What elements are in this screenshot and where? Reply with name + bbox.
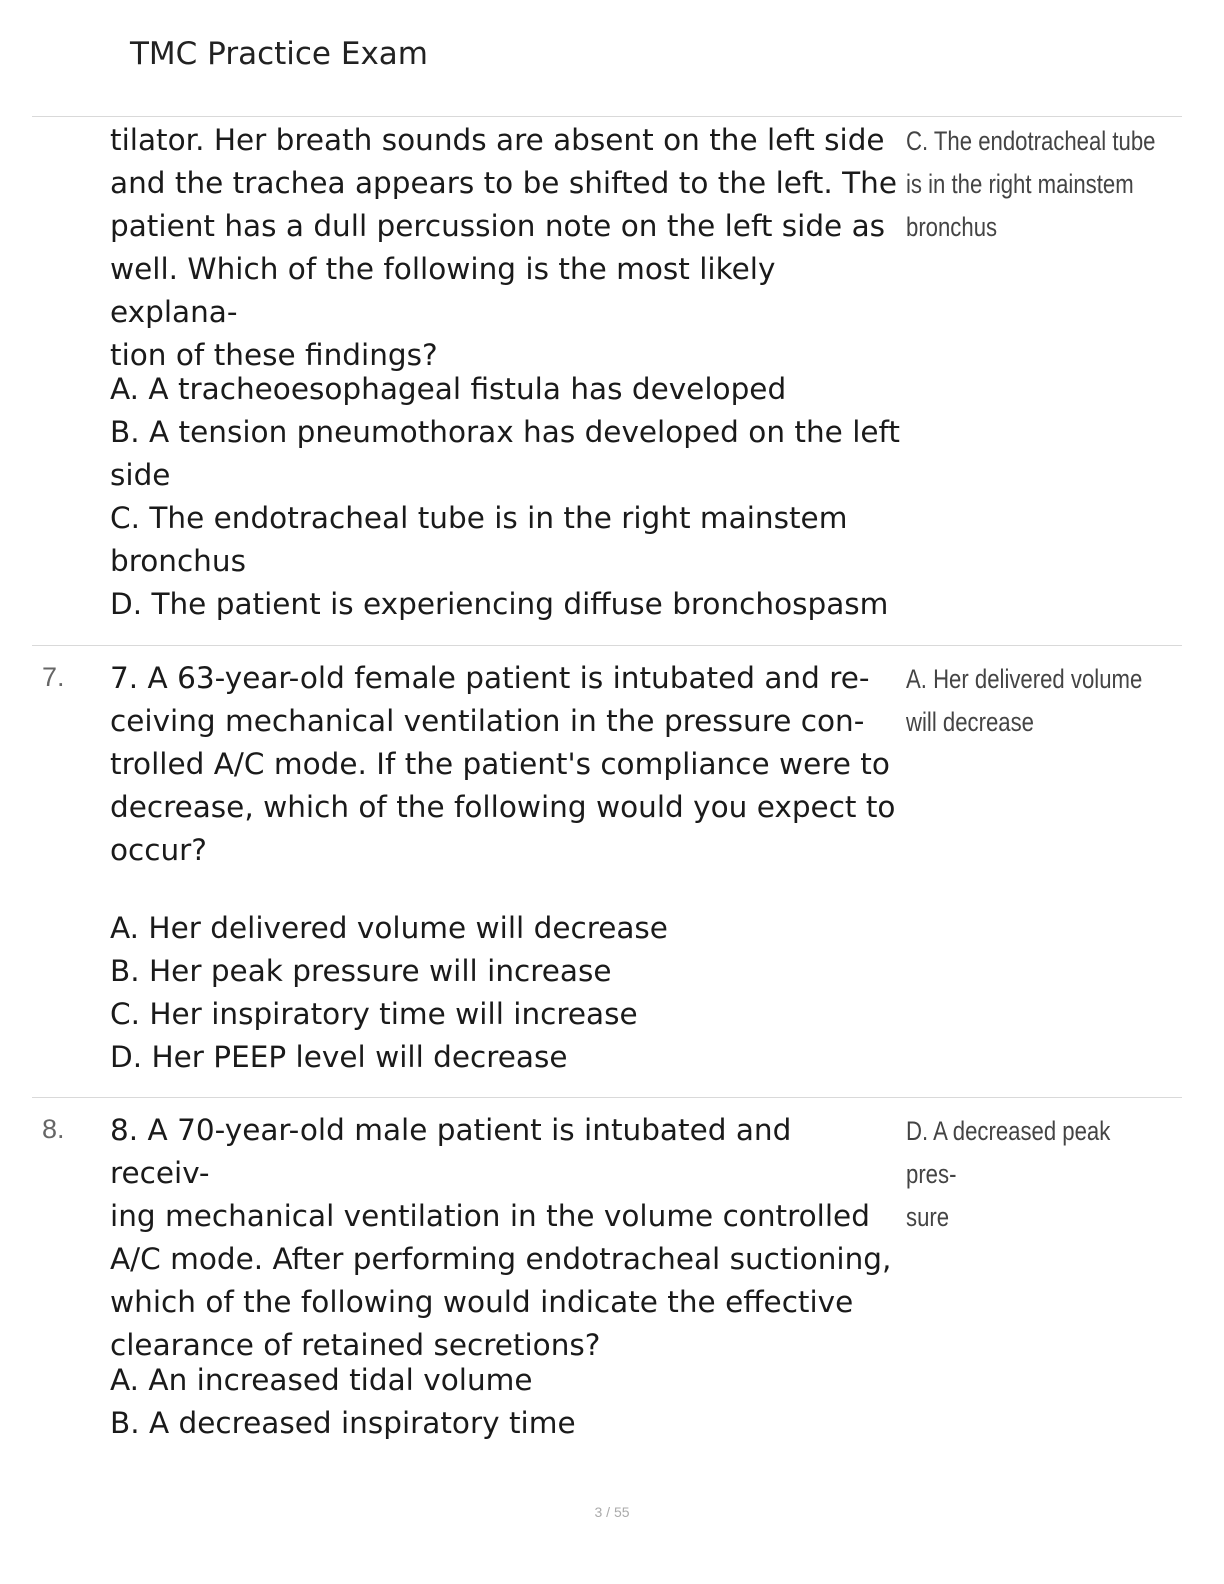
option-d: D. The patient is experiencing diffuse bronchospasm — [110, 587, 889, 621]
option-c: C. The endotracheal tube is in the right mainstem — [110, 501, 848, 535]
option-a: A. Her delivered volume will decrease — [110, 911, 668, 945]
question-line: ceiving mechanical ventilation in the pressure con- — [110, 704, 865, 738]
option-a: A. An increased tidal volume — [110, 1363, 533, 1397]
question-line: well. Which of the following is the most likely explana- — [110, 252, 776, 329]
option-b: B. Her peak pressure will increase — [110, 954, 612, 988]
answer — [906, 120, 1160, 249]
question-line: clearance of retained secretions? — [110, 1328, 601, 1362]
options-list — [110, 368, 900, 626]
divider — [32, 1097, 1182, 1098]
answer-line: will decrease — [906, 707, 1034, 737]
answer — [906, 658, 1160, 744]
question-text — [110, 657, 900, 872]
divider — [32, 645, 1182, 646]
option-d: D. Her PEEP level will decrease — [110, 1040, 568, 1074]
option-c-continued: bronchus — [110, 544, 246, 578]
question-line: A/C mode. After performing endotracheal suctioning, — [110, 1242, 892, 1276]
question-line: and the trachea appears to be shifted to the left. The — [110, 166, 897, 200]
question-line: ing mechanical ventilation in the volume controlled — [110, 1199, 870, 1233]
question-line: 7. A 63-year-old female patient is intubated and re- — [110, 661, 870, 695]
page-title: TMC Practice Exam — [130, 36, 428, 72]
question-line: occur? — [110, 833, 207, 867]
option-c: C. Her inspiratory time will increase — [110, 997, 638, 1031]
answer-line: is in the right mainstem — [906, 169, 1134, 199]
answer-line: A. Her delivered volume — [906, 664, 1143, 694]
page-number: 3 / 55 — [594, 1504, 630, 1520]
option-b: B. A decreased inspiratory time — [110, 1406, 576, 1440]
question-text — [110, 119, 900, 377]
question-number: 8. — [42, 1114, 65, 1144]
question-line: trolled A/C mode. If the patient's compliance were to — [110, 747, 890, 781]
answer-line: C. The endotracheal tube — [906, 126, 1156, 156]
divider — [32, 116, 1182, 117]
options-list — [110, 1359, 900, 1445]
question-line: tilator. Her breath sounds are absent on the left side — [110, 123, 885, 157]
option-b: B. A tension pneumothorax has developed on the left — [110, 415, 900, 449]
question-line: decrease, which of the following would you expect to — [110, 790, 896, 824]
option-a: A. A tracheoesophageal fistula has developed — [110, 372, 787, 406]
question-line: which of the following would indicate the effective — [110, 1285, 854, 1319]
option-b-continued: side — [110, 458, 171, 492]
answer-line: sure — [906, 1202, 950, 1232]
answer-line: D. A decreased peak pres- — [906, 1116, 1111, 1189]
question-line: 8. A 70-year-old male patient is intubated and receiv- — [110, 1113, 792, 1190]
question-number: 7. — [42, 662, 65, 692]
options-list — [110, 907, 900, 1079]
question-text — [110, 1109, 900, 1367]
answer-line: bronchus — [906, 212, 998, 242]
question-line: patient has a dull percussion note on the left side as — [110, 209, 886, 243]
question-line: tion of these findings? — [110, 338, 438, 372]
answer — [906, 1110, 1160, 1239]
